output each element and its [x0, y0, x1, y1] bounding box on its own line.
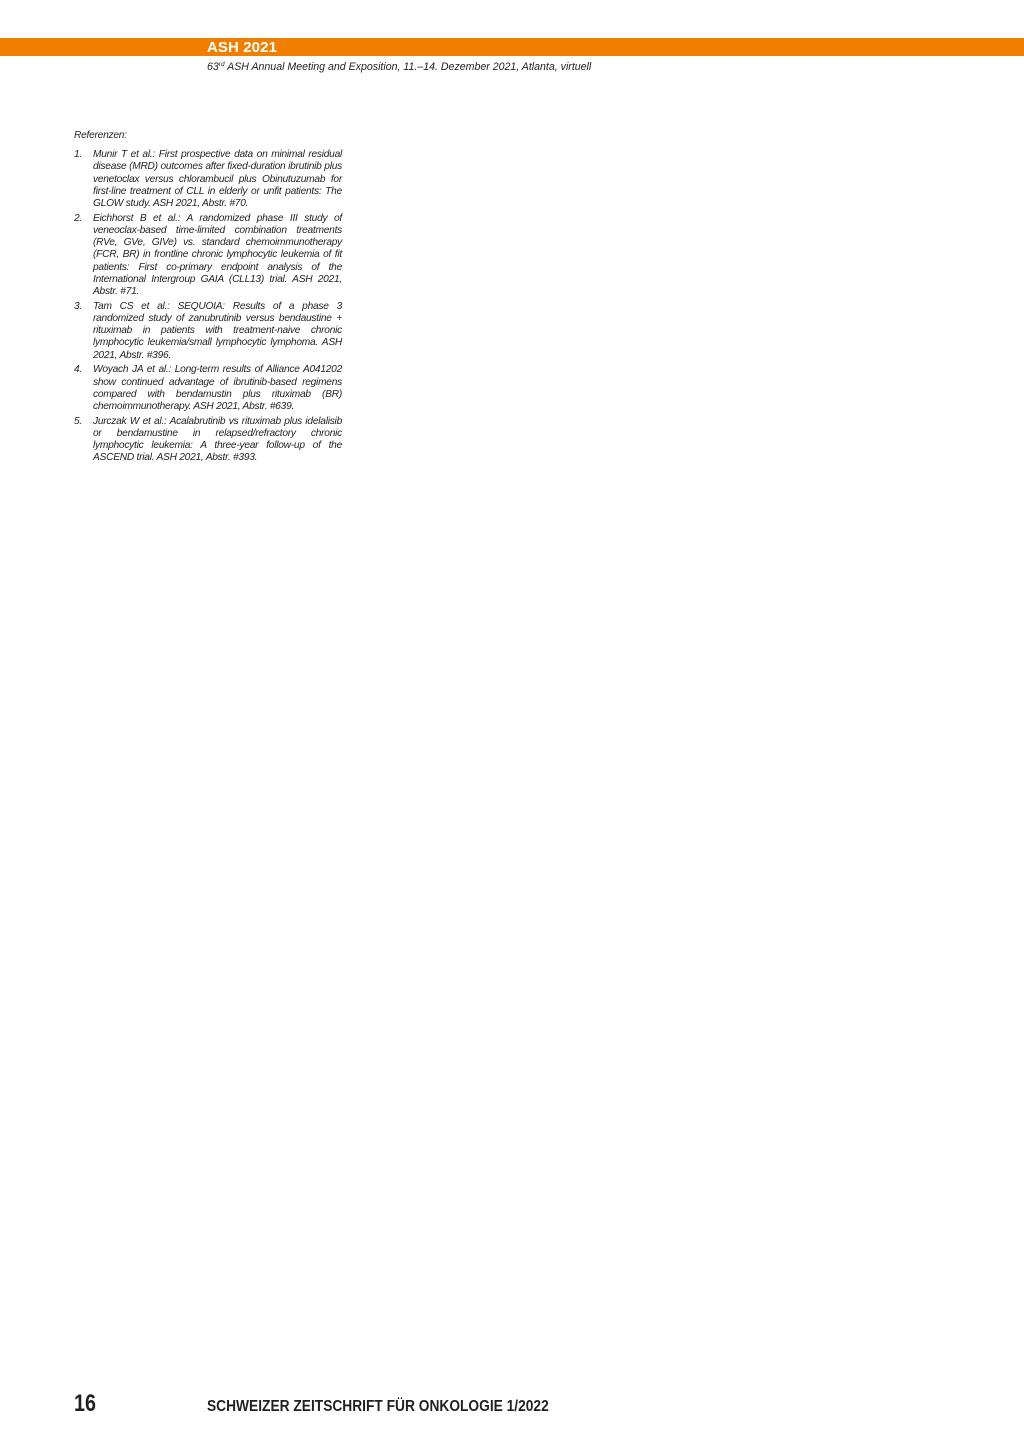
- reference-item: [74, 416, 342, 465]
- reference-text: Jurczak W et al.: Acalabrutinib vs rituximab plus idelalisib or bendamustine in relapsed/refractory chronic lymphocytic leukemia: A three-year follow-up of the ASCEND trial. ASH 2021, Abstr. #393.: [93, 415, 342, 464]
- subtitle-ordinal: 63: [207, 61, 219, 73]
- reference-number: 5.: [74, 415, 82, 427]
- conference-subtitle: [207, 61, 591, 73]
- reference-number: 4.: [74, 364, 82, 376]
- header-accent-band: [0, 38, 1024, 56]
- reference-number: 1.: [74, 149, 82, 161]
- reference-text: Tam CS et al.: SEQUOIA: Results of a phase 3 randomized study of zanubrutinib versus bendaustine + rituximab in patients with treatment-naive chronic lymphocytic leukemia/small lymphocytic lymphoma. ASH 2021, Abstr. #396.: [93, 300, 342, 361]
- reference-item: [74, 213, 342, 298]
- references-list: [74, 149, 342, 464]
- references-section: [74, 130, 342, 467]
- section-title: ASH 2021: [207, 39, 278, 56]
- reference-number: 2.: [74, 212, 82, 224]
- references-heading: Referenzen:: [74, 130, 127, 141]
- page-number: 16: [74, 1390, 96, 1417]
- subtitle-text: ASH Annual Meeting and Exposition, 11.–14. Dezember 2021, Atlanta, virtuell: [224, 61, 592, 73]
- journal-name: SCHWEIZER ZEITSCHRIFT FÜR ONKOLOGIE 1/2022: [207, 1398, 549, 1415]
- reference-item: [74, 301, 342, 362]
- reference-text: Eichhorst B et al.: A randomized phase III study of veneoclax-based time-limited combination treatments (RVe, GVe, GIVe) vs. standard chemoimmunotherapy (FCR, BR) in frontline chronic lymphocytic leukemia of fit patients: First co-primary endpoint analysis of the International Intergroup GAIA (CLL13) trial. ASH 2021, Abstr. #71.: [93, 212, 342, 298]
- reference-item: [74, 149, 342, 210]
- reference-text: Woyach JA et al.: Long-term results of Alliance A041202 show continued advantage of ibrutinib-based regimens compared with bendamustin plus rituximab (BR) chemoimmunotherapy. ASH 2021, Abstr. #639.: [93, 364, 342, 413]
- reference-text: Munir T et al.: First prospective data on minimal residual disease (MRD) outcomes after fixed-duration ibrutinib plus venetoclax versus chlorambucil plus Obinutuzumab for first-line treatment of CLL in elderly or unfit patients: The GLOW study. ASH 2021, Abstr. #70.: [93, 149, 342, 210]
- reference-number: 3.: [74, 300, 82, 312]
- reference-item: [74, 364, 342, 413]
- subtitle-ordinal-suffix: rd: [218, 61, 225, 68]
